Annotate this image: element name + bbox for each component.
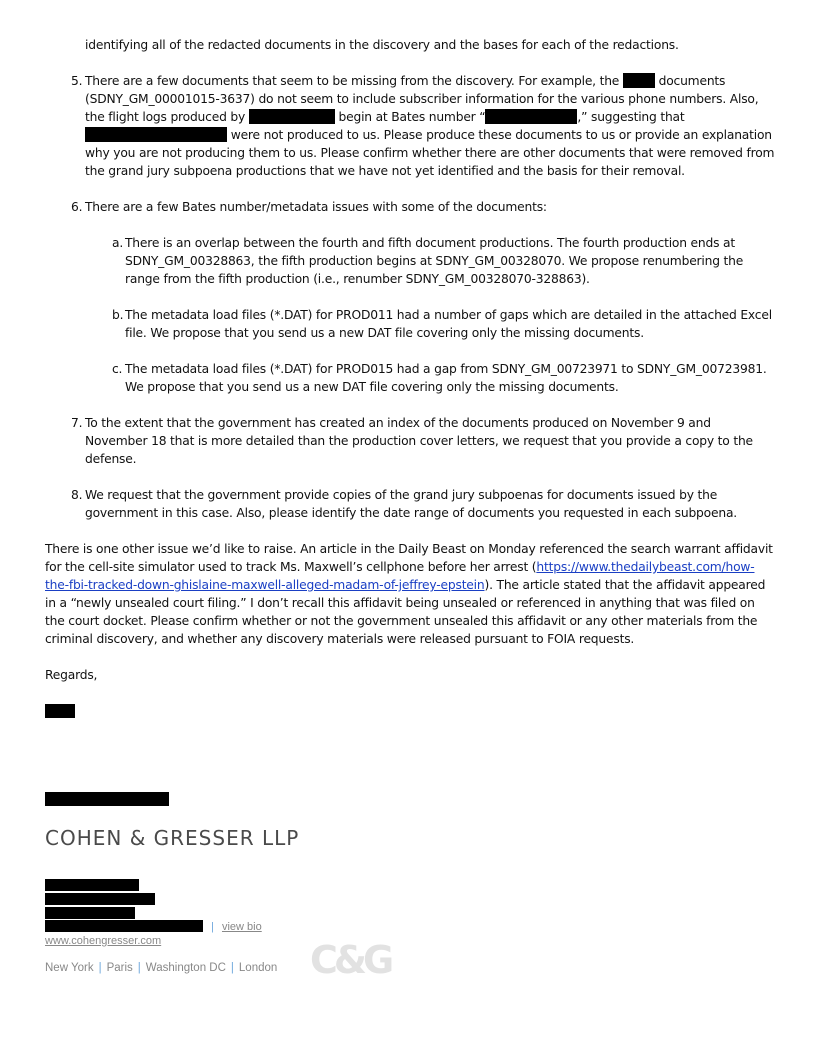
office-washington: Washington DC [145, 962, 226, 974]
separator: | [98, 962, 102, 974]
item6-text: There are a few Bates number/metadata issues with some of the documents: [85, 200, 547, 214]
item8-text: We request that the government provide copies of the grand jury subpoenas for documents issued by the government in this case. Also, please identify the date range of documents you requested in each subpoena. [85, 488, 737, 520]
view-bio-link[interactable]: view bio [221, 921, 262, 933]
request-list [45, 72, 775, 522]
email-row [45, 920, 262, 934]
closing-text-1: There is one other issue we’d like to raise. An article in the Daily Beast on Monday referenced the search warrant affidavit for the cell-site simulator used to track Ms. Maxwell’s cellphone before her arrest ( [45, 542, 773, 574]
redaction-box [249, 109, 335, 124]
office-london: London [238, 962, 278, 974]
item7-text: To the extent that the government has created an index of the documents produced on November 9 and November 18 that is more detailed than the production cover letters, we request that you provide a copy to the defense. [85, 416, 753, 466]
list-item-6 [71, 198, 775, 396]
closing-paragraph [45, 540, 775, 648]
sub-list [85, 234, 775, 396]
intro-paragraph: identifying all of the redacted documents in the discovery and the bases for each of the redactions. [85, 38, 679, 52]
sub-item-b [112, 306, 775, 342]
item-number: 5. [71, 74, 83, 88]
item5-text-3: begin at Bates number “ [334, 110, 486, 124]
signature-redaction [45, 704, 75, 718]
sub-item-letter: c. [112, 362, 123, 376]
sub-item-c [112, 360, 775, 396]
item5-text-4: ,” suggesting that [577, 110, 685, 124]
sub-item-text: There is an overlap between the fourth and fifth document productions. The fourth production ends at SDNY_GM_00328863, the fifth production begins at SDNY_GM_00328070. We propose renumbering the range from the fifth production (i.e., renumber SDNY_GM_00328070-328863). [125, 236, 744, 286]
sub-item-a [112, 234, 775, 288]
office-paris: Paris [106, 962, 133, 974]
closing-text-2: ). The article stated that the affidavit appeared in a “newly unsealed court filing.” I don’t recall this affidavit being unsealed or referenced in anything that was filed on the court docket. Please confirm whether or not the government unsealed this affidavit or any other materials from the criminal discovery, and whether any discovery materials were released pursuant to FOIA requests. [45, 578, 766, 646]
contact-redaction [45, 893, 155, 905]
item5-text-2: documents (SDNY_GM_00001015-3637) do not seem to include subscriber information for the various phone numbers. Also, the flight logs produced by [85, 74, 759, 124]
office-new-york: New York [45, 962, 94, 974]
list-item-7 [71, 414, 775, 468]
separator: | [211, 921, 214, 933]
redaction-box [623, 73, 655, 88]
contact-redaction [45, 907, 135, 919]
name-redaction [45, 792, 169, 806]
item-number: 7. [71, 416, 83, 430]
item5-text-1: There are a few documents that seem to be missing from the discovery. For example, the [85, 74, 623, 88]
firm-logo: COHEN & GRESSER LLP [45, 826, 300, 850]
sub-item-letter: b. [112, 308, 124, 322]
sub-item-text: The metadata load files (*.DAT) for PROD015 had a gap from SDNY_GM_00723971 to SDNY_GM_00723981. We propose that you send us a new DAT file covering only the missing documents. [125, 362, 767, 394]
list-item-8 [71, 486, 775, 522]
regards: Regards, [45, 668, 98, 682]
sub-item-text: The metadata load files (*.DAT) for PROD011 had a number of gaps which are detailed in the attached Excel file. We propose that you send us a new DAT file covering only the missing documents. [125, 308, 772, 340]
separator: | [230, 962, 234, 974]
item-number: 8. [71, 488, 83, 502]
item-number: 6. [71, 200, 83, 214]
sub-item-letter: a. [112, 236, 124, 250]
contact-redaction [45, 879, 139, 891]
email-redaction [45, 920, 203, 932]
website-link[interactable]: www.cohengresser.com [45, 935, 162, 947]
separator: | [137, 962, 141, 974]
letter-body [45, 36, 775, 684]
redaction-box [485, 109, 577, 124]
list-item-5 [71, 72, 775, 180]
daily-beast-link[interactable]: https://www.thedailybeast.com/how-the-fbi-tracked-down-ghislaine-maxwell-alleged-madam-of-jeffrey-epstein [45, 560, 755, 592]
website-row [45, 934, 161, 948]
item5-text-5: were not produced to us. Please produce these documents to us or provide an explanation why you are not producing them to us. Please confirm whether there are other documents that were removed from the grand jury subpoena productions that we have not yet identified and the basis for their removal. [85, 128, 775, 178]
offices-row [45, 961, 277, 975]
cg-logo-mark: C&G [310, 938, 391, 982]
redaction-box [85, 127, 227, 142]
